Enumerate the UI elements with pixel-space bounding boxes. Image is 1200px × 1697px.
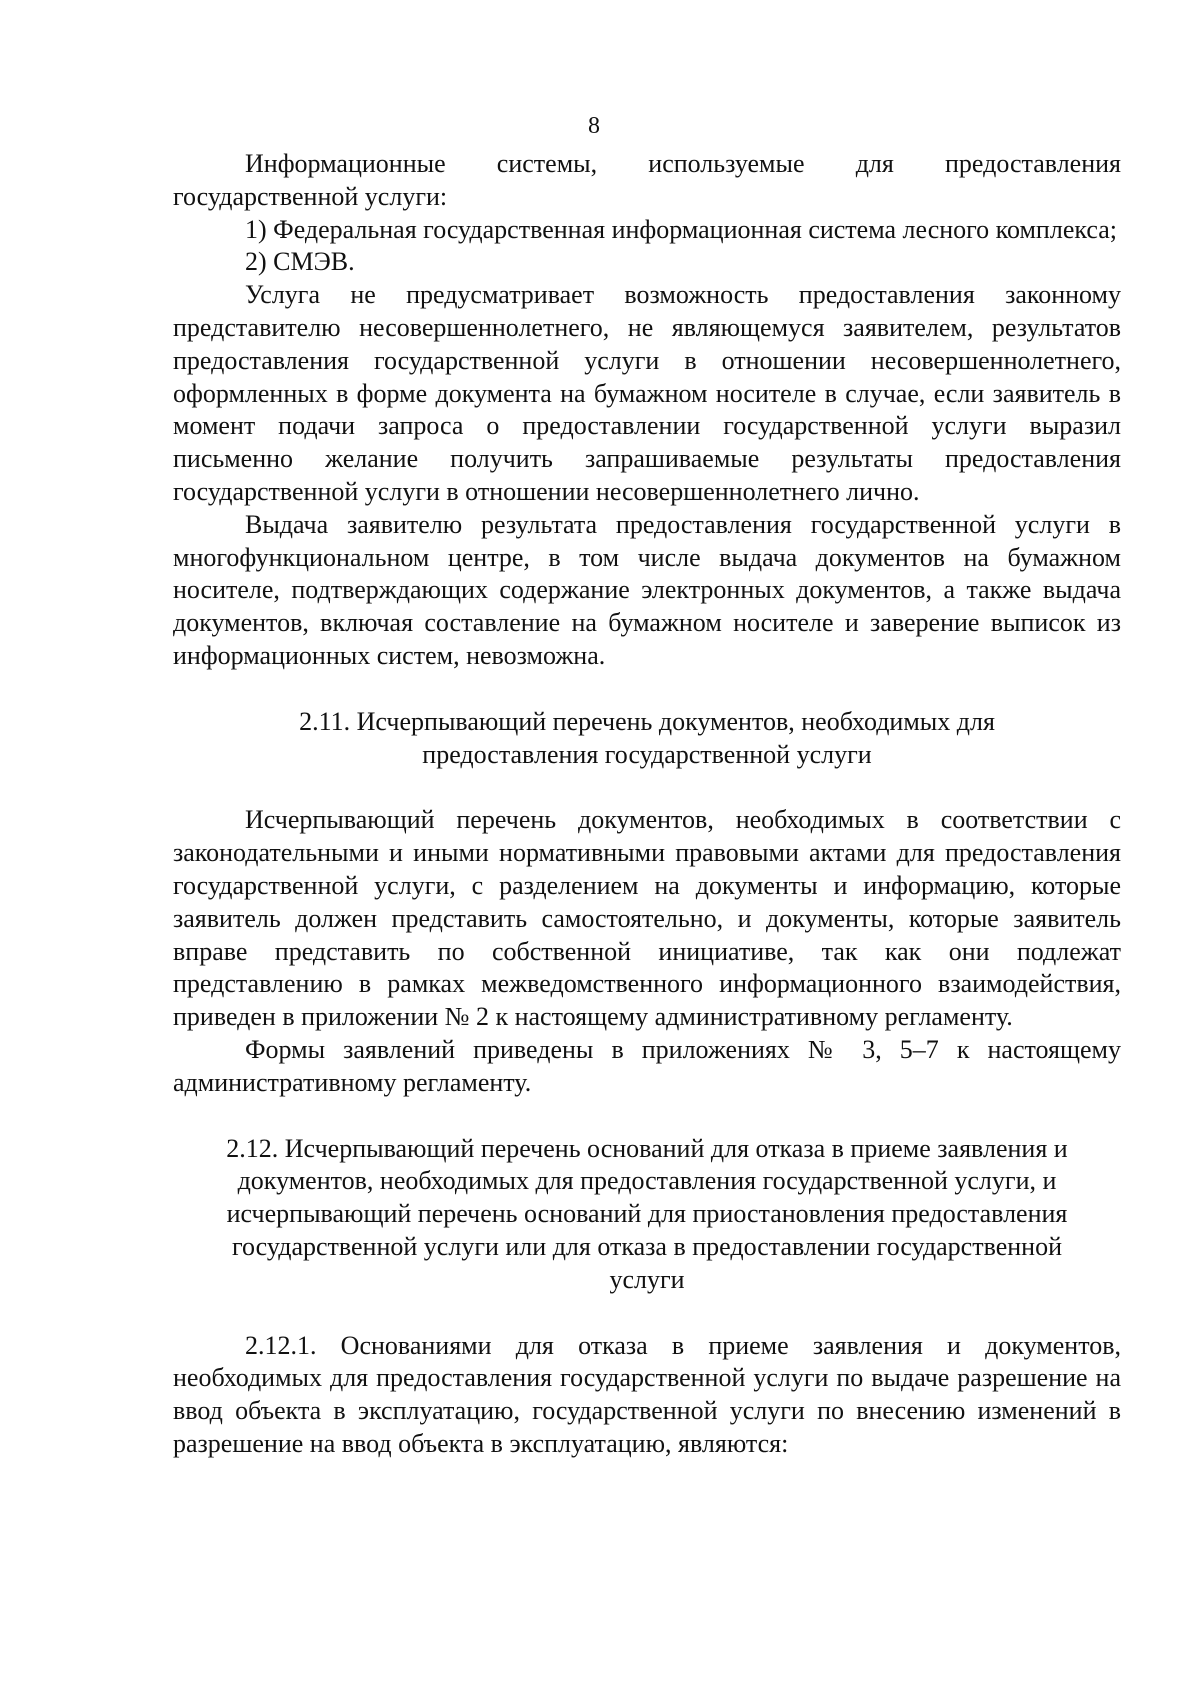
paragraph-application-forms: Формы заявлений приведены в приложениях № 3, 5–7 к настоящему административному регламенту. [173, 1034, 1121, 1097]
list-item-fgis: 1) Федеральная государственная информационная система лесного комплекса; [245, 214, 1117, 244]
paragraph-refusal-grounds: 2.12.1. Основаниями для отказа в приеме заявления и документов, необходимых для предоставления государственной услуги по выдаче разрешение на ввод объекта в эксплуатацию, государственной услуги по внесению изменений в разрешение на ввод объекта в эксплуатацию, являются: [173, 1330, 1121, 1458]
heading-line: услуги [609, 1264, 685, 1294]
heading-line: государственной услуги или для отказа в предоставлении государственной [232, 1231, 1062, 1261]
heading-line: 2.12. Исчерпывающий перечень оснований для отказа в приеме заявления и [226, 1133, 1068, 1163]
paragraph-legal-representative: Услуга не предусматривает возможность предоставления законному представителю несовершеннолетнего, не являющемуся заявителем, результатов предоставления государственной услуги в отношении несовершеннолетнего, оформленных в форме документа на бумажном носителе в случае, если заявитель в момент подачи запроса о предоставлении государственной услуги выразил письменно желание получить запрашиваемые результаты предоставления государственной услуги в отношении несовершеннолетнего лично. [173, 280, 1121, 506]
heading-line: предоставления государственной услуги [422, 739, 872, 769]
list-item-smev: 2) СМЭВ. [245, 247, 355, 277]
heading-line: исчерпывающий перечень оснований для приостановления предоставления [226, 1199, 1068, 1229]
heading-line: 2.11. Исчерпывающий перечень документов, необходимых для [299, 706, 995, 736]
heading-line: документов, необходимых для предоставления государственной услуги, и [237, 1166, 1057, 1196]
page-content [173, 148, 1121, 1461]
section-heading-2-11 [173, 706, 1121, 772]
paragraph-information-systems: Информационные системы, используемые для предоставления государственной услуги: [173, 149, 1121, 211]
page-number: 8 [588, 113, 600, 139]
paragraph-documents-list: Исчерпывающий перечень документов, необходимых в соответствии с законодательными и иными нормативными правовыми актами для предоставления государственной услуги, с разделением на документы и информацию, которые заявитель должен представить самостоятельно, и документы, которые заявитель вправе представить по собственной инициативе, так как они подлежат представлению в рамках межведомственного информационного взаимодействия, приведен в приложении № 2 к настоящему административному регламенту. [173, 805, 1121, 1032]
section-heading-2-12 [173, 1133, 1121, 1297]
paragraph-mfc-issuance: Выдача заявителю результата предоставления государственной услуги в многофункциональном центре, в том числе выдача документов на бумажном носителе, подтверждающих содержание электронных документов, а также выдача документов, включая составление на бумажном носителе и заверение выписок из информационных систем, невозможна. [173, 509, 1121, 670]
